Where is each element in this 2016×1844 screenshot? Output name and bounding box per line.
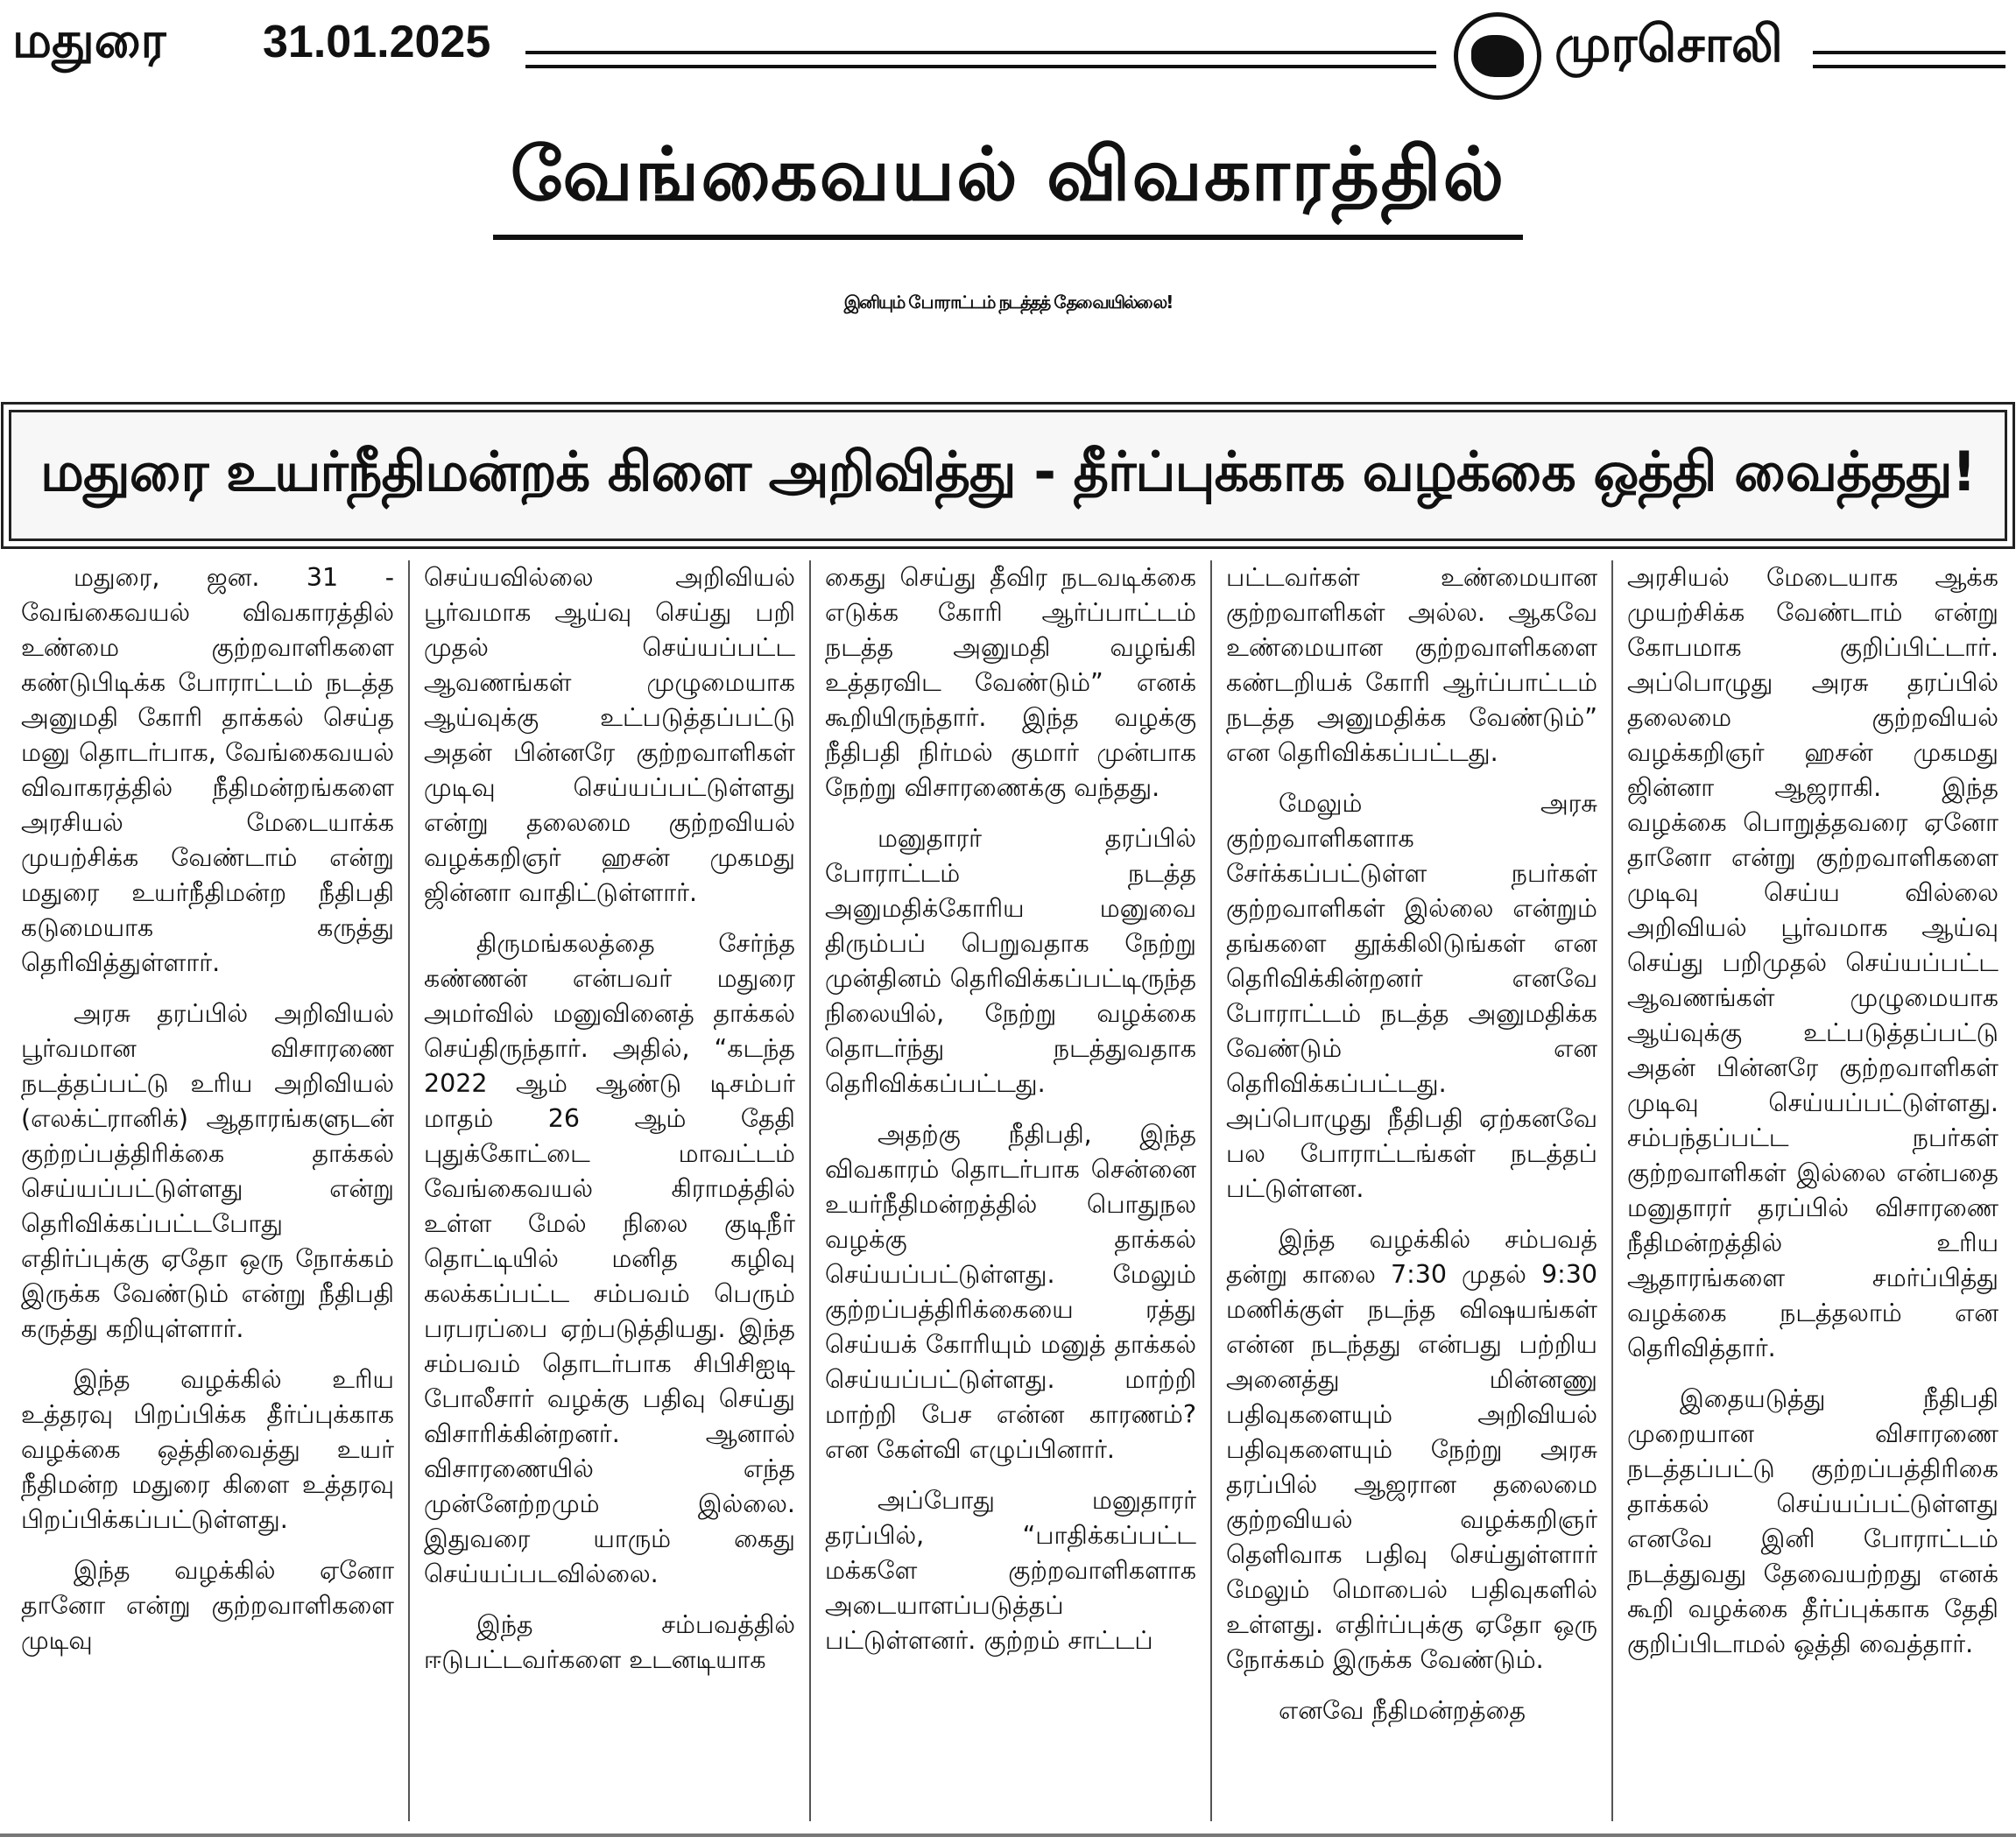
paragraph: அரசு தரப்பில் அறிவியல் பூர்வமான விசாரணை நடத்தப்பட்டு உரிய அறிவியல் (எலக்ட்ரானிக்) ஆதாரங்களுடன் குற்றப்பத்திரிக்கை தாக்கல் செய்யப்பட்டுள்ளது என்று தெரிவிக்கப்பட்டபோது எதிர்ப்புக்கு ஏதோ ஒரு நோக்கம் இருக்க வேண்டும் என்று நீதிபதி கருத்து கறியுள்ளார். [21,999,394,1343]
article-body [7,560,2012,1821]
paragraph: அப்போது மனுதாரர் தரப்பில், “பாதிக்கப்பட்ட மக்களே குற்றவாளிகளாக அடையாளப்படுத்தப் பட்டுள்ளனர். குற்றம் சாட்டப் [825,1486,1196,1655]
article-column-4 [1210,560,1611,1821]
article-column-2 [408,560,809,1821]
masthead [0,0,2016,114]
subhead-box [9,410,2007,541]
paragraph: பட்டவர்கள் உண்மையான குற்றவாளிகள் அல்ல. ஆகவே உண்மையான குற்றவாளிகளை கண்டறியக் கோரி ஆர்ப்பாட்டம் நடத்த அனுமதிக்க வேண்டும்” என தெரிவிக்கப்பட்டது. [1226,563,1597,767]
paragraph: இதையடுத்து நீதிபதி முறையான விசாரணை நடத்தப்பட்டு குற்றப்பத்திரிகை தாக்கல் செய்யப்பட்டுள்ளது எனவே இனி போராட்டம் நடத்துவது தேவையற்றது எனக் கூறி வழக்கை தீர்ப்புக்காக தேதி குறிப்பிடாமல் ஒத்தி வைத்தார். [1627,1384,1998,1658]
paragraph: இந்த வழக்கில் சம்பவத் தன்று காலை 7:30 முதல் 9:30 மணிக்குள் நடந்த விஷயங்கள் என்ன நடந்தது என்பது பற்றிய அனைத்து மின்னணு பதிவுகளையும் அறிவியல் பதிவுகளையும் நேற்று அரசு தரப்பில் ஆஜரான தலைமை குற்றவியல் வழக்கறிஞர் தெளிவாக பதிவு செய்துள்ளார் மேலும் மொபைல் பதிவுகளில் உள்ளது. எதிர்ப்புக்கு ஏதோ ஒரு நோக்கம் இருக்க வேண்டும். [1226,1225,1597,1674]
paragraph: இந்த சம்பவத்தில் ஈடுபட்டவர்களை உடனடியாக [424,1610,795,1674]
main-headline: இனியும் போராட்டம் நடத்தத் தேவையில்லை! [843,292,1173,313]
masthead-rule-left [525,51,1436,68]
article-column-3 [809,560,1210,1821]
paragraph: அதற்கு நீதிபதி, இந்த விவகாரம் தொடர்பாக சென்னை உயர்நீதிமன்றத்தில் பொதுநல வழக்கு தாக்கல் செய்யப்பட்டுள்ளது. மேலும் குற்றப்பத்திரிக்கையை ரத்து செய்யக் கோரியும் மனுத் தாக்கல் செய்யப்பட்டுள்ளது. மாற்றி மாற்றி பேச என்ன காரணம்? என கேள்வி எழுப்பினார். [825,1120,1196,1464]
masthead-rule-right [1813,51,2005,68]
paragraph: அரசியல் மேடையாக ஆக்க முயற்சிக்க வேண்டாம் என்று கோபமாக குறிப்பிட்டார். அப்பொழுது அரசு தரப்பில் தலைமை குற்றவியல் வழக்கறிஞர் ஹசன் முகமது ஜின்னா ஆஜராகி. இந்த வழக்கை பொறுத்தவரை ஏனோ தானோ என்று குற்றவாளிகளை முடிவு செய்ய வில்லை அறிவியல் பூர்வமாக ஆய்வு செய்து பறிமுதல் செய்யப்பட்ட ஆவணங்கள் முழுமையாக ஆய்வுக்கு உட்படுத்தப்பட்டு அதன் பின்னரே குற்றவாளிகள் முடிவு செய்யப்பட்டுள்ளது. சம்பந்தப்பட்ட நபர்கள் குற்றவாளிகள் இல்லை என்பதை மனுதாரர் தரப்பில் விசாரணை நீதிமன்றத்தில் உரிய ஆதாரங்களை சமர்ப்பித்து வழக்கை நடத்தலாம் என தெரிவித்தார். [1627,563,1998,1362]
paragraph: இந்த வழக்கில் ஏனோ தானோ என்று குற்றவாளிகளை முடிவு [21,1556,394,1655]
bottom-rule [0,1833,2016,1837]
headline-kicker: வேங்கைவயல் விவகாரத்தில் [493,131,1523,240]
kicker-wrapper [0,131,2016,240]
paragraph: எனவே நீதிமன்றத்தை [1279,1696,1526,1725]
paragraph: மனுதாரர் தரப்பில் போராட்டம் நடத்த அனுமதிக்கோரிய மனுவை திரும்பப் பெறுவதாக நேற்று முன்தினம் தெரிவிக்கப்பட்டிருந்த நிலையில், நேற்று வழக்கை தொடர்ந்து நடத்துவதாக தெரிவிக்கப்பட்டது. [825,824,1196,1098]
subhead: மதுரை உயர்நீதிமன்றக் கிளை அறிவித்து - தீர்ப்புக்காக வழக்கை ஒத்தி வைத்தது! [40,440,1976,503]
newspaper-name: முரசொலி [1554,14,1783,74]
article-column-1 [7,560,408,1821]
paragraph: மதுரை, ஜன. 31 - வேங்கைவயல் விவகாரத்தில் உண்மை குற்றவாளிகளை கண்டுபிடிக்க போராட்டம் நடத்த அனுமதி கோரி தாக்கல் செய்த மனு தொடர்பாக, வேங்கைவயல் விவாகரத்தில் நீதிமன்றங்களை அரசியல் மேடையாக்க முயற்சிக்க வேண்டாம் என்று மதுரை உயர்நீதிமன்ற நீதிபதி கடுமையாக கருத்து தெரிவித்துள்ளார். [21,563,394,977]
bull-emblem-icon [1454,12,1541,100]
paragraph: கைது செய்து தீவிர நடவடிக்கை எடுக்க கோரி ஆர்ப்பாட்டம் நடத்த அனுமதி வழங்கி உத்தரவிட வேண்டும்” எனக் கூறியிருந்தார். இந்த வழக்கு நீதிபதி நிர்மல் குமார் முன்பாக நேற்று விசாரணைக்கு வந்தது. [825,563,1196,802]
paragraph: திருமங்கலத்தை சேர்ந்த கண்ணன் என்பவர் மதுரை அமர்வில் மனுவினைத் தாக்கல் செய்திருந்தார். அதில், “கடந்த 2022 ஆம் ஆண்டு டிசம்பர் மாதம் 26 ஆம் தேதி புதுக்கோட்டை மாவட்டம் வேங்கைவயல் கிராமத்தில் உள்ள மேல் நிலை குடிநீர் தொட்டியில் மனித கழிவு கலக்கப்பட்ட சம்பவம் பெரும் பரபரப்பை ஏற்படுத்தியது. இந்த சம்பவம் தொடர்பாக சிபிசிஐடி போலீசார் வழக்கு பதிவு செய்து விசாரிக்கின்றனர். ஆனால் விசாரணையில் எந்த முன்னேற்றமும் இல்லை. இதுவரை யாரும் கைது செய்யப்படவில்லை. [424,929,795,1588]
paragraph: இந்த வழக்கில் உரிய உத்தரவு பிறப்பிக்க தீர்ப்புக்காக வழக்கை ஒத்திவைத்து உயர் நீதிமன்ற மதுரை கிளை உத்தரவு பிறப்பிக்கப்பட்டுள்ளது. [21,1365,394,1534]
article-column-5 [1611,560,2012,1821]
paragraph: செய்யவில்லை அறிவியல் பூர்வமாக ஆய்வு செய்து பறி முதல் செய்யப்பட்ட ஆவணங்கள் முழுமையாக ஆய்வுக்கு உட்படுத்தப்பட்டு அதன் பின்னரே குற்றவாளிகள் முடிவு செய்யப்பட்டுள்ளது என்று தலைமை குற்றவியல் வழக்கறிஞர் ஹசன் முகமது ஜின்னா வாதிட்டுள்ளார். [424,563,795,907]
edition-date: 31.01.2025 [263,17,491,67]
paragraph: மேலும் அரசு குற்றவாளிகளாக சேர்க்கப்பட்டுள்ள நபர்கள் குற்றவாளிகள் இல்லை என்றும் தங்களை தூக்கிலிடுங்கள் என தெரிவிக்கின்றனர் எனவே போராட்டம் நடத்த அனுமதிக்க வேண்டும் என தெரிவிக்கப்பட்டது. அப்பொழுது நீதிபதி ஏற்கனவே பல போராட்டங்கள் நடத்தப் பட்டுள்ளன. [1226,789,1597,1203]
edition-city: மதுரை [12,12,166,69]
